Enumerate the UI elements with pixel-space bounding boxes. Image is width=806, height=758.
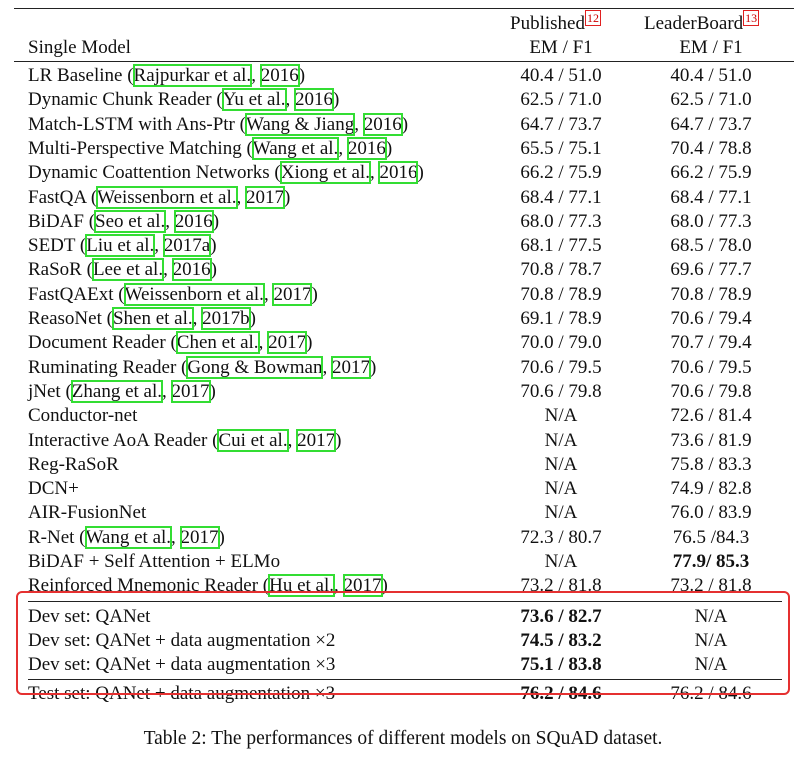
model-label: Test set: QANet + data augmentation ×3	[28, 682, 336, 704]
model-name	[28, 234, 217, 258]
published-score: 62.5 / 71.0	[520, 89, 602, 111]
table-row	[14, 161, 794, 185]
model-name	[28, 550, 280, 574]
leaderboard-score: 75.8 / 83.3	[670, 453, 752, 475]
citation-close: )	[381, 575, 388, 597]
leaderboard-score: N/A	[694, 629, 728, 651]
highlight-box	[16, 591, 790, 695]
model-label: Dev set: QANet + data augmentation ×2	[28, 629, 336, 651]
citation-year-link[interactable]: 2017	[268, 332, 307, 354]
table-row	[14, 88, 794, 112]
citation-separator: ,	[162, 380, 172, 402]
model-label: FastQA (	[28, 186, 98, 208]
citation-separator: ,	[236, 186, 247, 208]
model-name	[28, 380, 216, 404]
published-score: 76.2 / 84.6	[520, 682, 602, 704]
model-label: Reinforced Mnemonic Reader (	[28, 575, 270, 597]
model-name	[28, 113, 408, 137]
citation-author-link[interactable]: Seo et al.	[95, 210, 166, 232]
model-label: BiDAF + Self Attention + ELMo	[28, 551, 281, 572]
published-score: 64.7 / 73.7	[520, 113, 602, 135]
citation-author-link[interactable]: Liu et al.	[86, 235, 155, 257]
citation-close: )	[249, 308, 256, 329]
citation-author-link[interactable]: Wang et al.	[252, 137, 339, 159]
citation-close: )	[284, 186, 291, 208]
citation-year-link[interactable]: 2016	[172, 259, 211, 281]
table-row	[14, 234, 794, 258]
citation-close: )	[212, 210, 220, 232]
table-row	[14, 429, 794, 453]
model-name	[28, 137, 392, 161]
table-row	[14, 526, 794, 550]
table-row	[14, 258, 794, 282]
published-score: 65.5 / 75.1	[520, 137, 602, 159]
leaderboard-score: 68.4 / 77.1	[670, 186, 752, 208]
citation-year-link[interactable]: 2017	[273, 283, 312, 305]
header-single-model: Single Model	[28, 37, 131, 58]
citation-year-link[interactable]: 2016	[174, 210, 213, 232]
published-score: 69.1 / 78.9	[520, 308, 602, 329]
published-score: N/A	[544, 551, 578, 572]
model-label: jNet (	[28, 380, 72, 402]
model-label: FastQAExt (	[28, 283, 125, 305]
citation-close: )	[218, 526, 225, 548]
citation-author-link[interactable]: Weissenborn et al.	[124, 283, 264, 305]
citation-year-link[interactable]: 2016	[379, 162, 418, 184]
model-label: Reg-RaSoR	[28, 453, 119, 475]
citation-separator: ,	[263, 283, 274, 305]
published-score: 68.0 / 77.3	[520, 210, 602, 232]
model-name	[28, 501, 146, 525]
footnote-13-link[interactable]: 13	[745, 10, 758, 25]
citation-year-link[interactable]: 2017	[343, 575, 382, 597]
model-name	[28, 64, 305, 88]
model-label: LR Baseline (	[28, 65, 134, 86]
citation-close: )	[298, 65, 306, 86]
citation-author-link[interactable]: Hu et al.	[269, 575, 335, 597]
citation-author-link[interactable]: Wang & Jiang	[245, 113, 355, 135]
model-name	[28, 477, 79, 501]
footnote-12-link[interactable]: 12	[586, 10, 599, 25]
citation-author-link[interactable]: Rajpurkar et al.	[133, 65, 252, 86]
model-label: ReasoNet (	[28, 308, 113, 329]
published-score: 75.1 / 83.8	[520, 654, 602, 676]
citation-separator: ,	[322, 356, 332, 378]
model-label: Multi-Perspective Matching (	[28, 137, 253, 159]
citation-separator: ,	[165, 210, 175, 232]
model-label: AIR-FusionNet	[28, 502, 147, 524]
model-label: DCN+	[28, 478, 79, 500]
table-row	[14, 501, 794, 525]
header-em-f1-published: EM / F1	[529, 37, 593, 58]
citation-separator: ,	[171, 526, 181, 548]
published-score: 70.0 / 79.0	[520, 332, 602, 354]
table-row	[14, 550, 794, 574]
model-name	[28, 258, 217, 282]
citation-year-link[interactable]: 2016	[295, 89, 333, 111]
citation-separator: ,	[369, 162, 380, 184]
table-row	[14, 186, 794, 210]
citation-year-link[interactable]: 2017a	[163, 235, 211, 257]
leaderboard-score: 68.5 / 78.0	[670, 235, 752, 257]
published-score: 70.8 / 78.9	[520, 283, 602, 305]
citation-year-link[interactable]: 2016	[363, 113, 402, 135]
published-score: 70.6 / 79.8	[520, 380, 602, 402]
header-leaderboard	[644, 12, 758, 36]
table-caption: Table 2: The performances of different models on SQuAD dataset.	[143, 728, 663, 749]
leaderboard-score: 77.9/ 85.3	[672, 551, 750, 572]
table-row	[14, 307, 794, 331]
citation-author-link[interactable]: Gong & Bowman	[187, 356, 323, 378]
leaderboard-score: 40.4 / 51.0	[670, 65, 752, 86]
table-row	[14, 477, 794, 501]
published-score: N/A	[544, 502, 578, 524]
citation-close: )	[210, 235, 217, 257]
leaderboard-score: 70.8 / 78.9	[670, 283, 752, 305]
citation-close: )	[401, 113, 409, 135]
published-score: N/A	[544, 429, 578, 451]
citation-close: )	[306, 332, 313, 354]
table-row	[14, 137, 794, 161]
table-row	[14, 64, 794, 88]
model-name	[28, 283, 318, 307]
citation-author-link[interactable]: Weissenborn et al.	[97, 186, 237, 208]
citation-separator: ,	[192, 308, 203, 329]
leaderboard-score: 70.6 / 79.4	[670, 308, 752, 329]
header-rule	[14, 61, 794, 62]
citation-author-link[interactable]: Xiong et al.	[280, 162, 370, 184]
published-score: 68.4 / 77.1	[520, 186, 602, 208]
leaderboard-score: 70.6 / 79.8	[670, 380, 752, 402]
model-label: RaSoR (	[28, 259, 93, 281]
citation-close: )	[210, 259, 217, 281]
published-score: 72.3 / 80.7	[520, 526, 602, 548]
table-row	[14, 380, 794, 404]
citation-year-link[interactable]: 2017b	[202, 308, 250, 329]
table-row	[14, 331, 794, 355]
citation-year-link[interactable]: 2017	[180, 526, 219, 548]
citation-year-link[interactable]: 2016	[347, 137, 386, 159]
table-row	[14, 210, 794, 234]
citation-year-link[interactable]: 2017	[171, 380, 210, 402]
leaderboard-score: 73.2 / 81.8	[670, 575, 752, 597]
published-score: 70.8 / 78.7	[520, 259, 602, 281]
model-name	[28, 526, 225, 550]
citation-separator: ,	[334, 575, 344, 597]
header-published-label: Published	[510, 13, 585, 34]
table-row	[14, 283, 794, 307]
published-score: N/A	[544, 405, 578, 427]
citation-author-link[interactable]: Cui et al.	[218, 429, 288, 451]
model-name	[28, 307, 256, 331]
model-label: R-Net (	[28, 526, 86, 548]
citation-close: )	[209, 380, 216, 402]
citation-separator: ,	[354, 113, 364, 135]
model-name	[28, 186, 290, 210]
model-label: Interactive AoA Reader (	[28, 429, 219, 451]
model-label: Document Reader (	[28, 332, 177, 354]
citation-author-link[interactable]: Zhang et al.	[71, 380, 163, 402]
model-label: Dynamic Coattention Networks (	[28, 162, 281, 184]
citation-author-link[interactable]: Lee et al.	[92, 259, 164, 281]
table-row	[14, 113, 794, 137]
published-score: 66.2 / 75.9	[520, 162, 602, 184]
citation-year-link[interactable]: 2017	[297, 429, 336, 451]
citation-year-link[interactable]: 2017	[331, 356, 370, 378]
leaderboard-score: 74.9 / 82.8	[670, 478, 752, 500]
leaderboard-score: 69.6 / 77.7	[670, 259, 752, 281]
header-published	[510, 12, 600, 36]
model-label: Conductor-net	[28, 405, 138, 427]
leaderboard-score: N/A	[694, 654, 728, 676]
model-name	[28, 331, 312, 355]
citation-close: )	[335, 429, 342, 451]
citation-separator: ,	[251, 65, 261, 86]
table-row	[14, 404, 794, 428]
model-label: Dev set: QANet + data augmentation ×3	[28, 654, 336, 676]
model-name	[28, 356, 376, 380]
header-em-f1-leaderboard: EM / F1	[679, 37, 743, 58]
citation-separator: ,	[287, 429, 298, 451]
leaderboard-score: 76.2 / 84.6	[670, 682, 752, 704]
citation-year-link[interactable]: 2016	[260, 65, 299, 86]
model-label: Dev set: QANet	[28, 605, 151, 627]
published-score: 74.5 / 83.2	[520, 629, 602, 651]
leaderboard-score: 72.6 / 81.4	[670, 405, 752, 427]
model-name	[28, 210, 219, 234]
citation-separator: ,	[258, 332, 269, 354]
model-name	[28, 88, 339, 112]
published-score: 40.4 / 51.0	[520, 65, 602, 86]
citation-close: )	[417, 162, 424, 184]
citation-close: )	[311, 283, 318, 305]
model-name	[28, 429, 341, 453]
citation-separator: ,	[154, 235, 164, 257]
citation-separator: ,	[338, 137, 348, 159]
citation-close: )	[385, 137, 393, 159]
leaderboard-score: N/A	[694, 605, 728, 627]
citation-separator: ,	[163, 259, 173, 281]
model-name	[28, 453, 119, 477]
leaderboard-score: 66.2 / 75.9	[670, 162, 752, 184]
leaderboard-score: 76.5 /84.3	[672, 526, 750, 548]
leaderboard-score: 73.6 / 81.9	[670, 429, 752, 451]
citation-author-link[interactable]: Yu et al.	[222, 89, 286, 111]
published-score: 68.1 / 77.5	[520, 235, 602, 257]
header-row	[14, 36, 794, 60]
leaderboard-score: 70.4 / 78.8	[670, 137, 752, 159]
citation-author-link[interactable]: Chen et al.	[176, 332, 259, 354]
published-score: N/A	[544, 453, 578, 475]
published-score: 73.2 / 81.8	[520, 575, 602, 597]
table-row	[14, 356, 794, 380]
published-score: N/A	[544, 478, 578, 500]
model-label: Dynamic Chunk Reader (	[28, 89, 223, 111]
model-label: BiDAF (	[28, 210, 96, 232]
leaderboard-score: 62.5 / 71.0	[670, 89, 752, 111]
published-score: 70.6 / 79.5	[520, 356, 602, 378]
leaderboard-score: 70.6 / 79.5	[670, 356, 752, 378]
citation-author-link[interactable]: Shen et al.	[112, 308, 193, 329]
citation-close: )	[369, 356, 377, 378]
header-leaderboard-label: LeaderBoard	[644, 13, 744, 34]
model-name	[28, 161, 424, 185]
leaderboard-score: 68.0 / 77.3	[670, 210, 752, 232]
leaderboard-score: 64.7 / 73.7	[670, 113, 752, 135]
table-row	[14, 453, 794, 477]
model-label: Ruminating Reader (	[28, 356, 188, 378]
citation-year-link[interactable]: 2017	[246, 186, 285, 208]
citation-author-link[interactable]: Wang et al.	[85, 526, 172, 548]
model-name	[28, 404, 137, 428]
model-label: Match-LSTM with Ans-Ptr (	[28, 113, 246, 135]
model-label: SEDT (	[28, 235, 87, 257]
citation-separator: ,	[285, 89, 295, 111]
leaderboard-score: 70.7 / 79.4	[670, 332, 752, 354]
leaderboard-score: 76.0 / 83.9	[670, 502, 752, 524]
published-score: 73.6 / 82.7	[520, 605, 602, 627]
citation-close: )	[333, 89, 340, 111]
table-top-rule	[14, 8, 794, 9]
